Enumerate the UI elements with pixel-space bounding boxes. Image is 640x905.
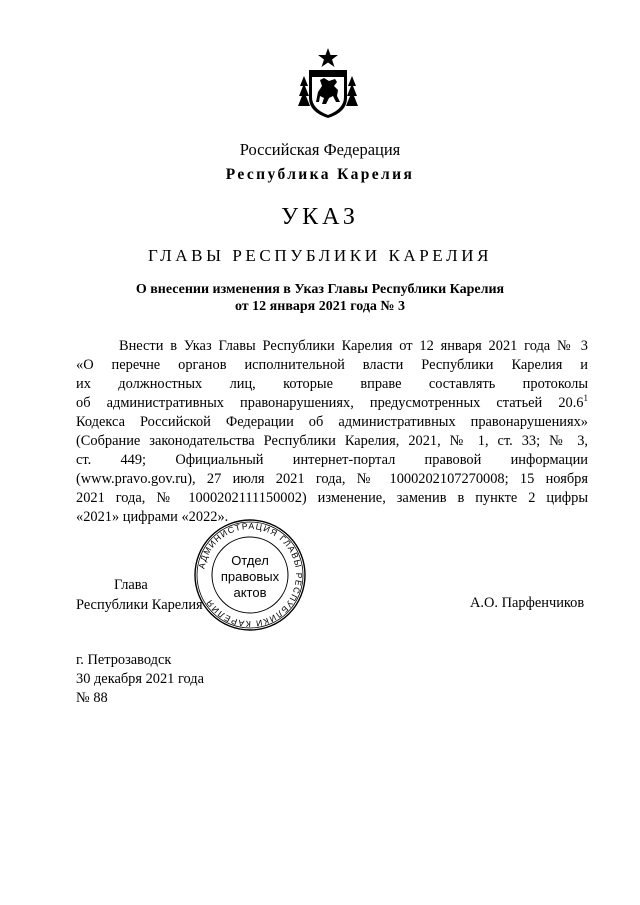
- subject-line-2: от 12 января 2021 года № 3: [234, 299, 405, 314]
- decree-number: № 88: [76, 690, 108, 706]
- body-line: 2021 года, № 1000202111150002) изменение, заменив в пункте 2 цифры: [76, 490, 588, 506]
- document-footer: [76, 651, 204, 708]
- signatory-name: А.О. Парфенчиков: [470, 595, 585, 611]
- karelia-coat-of-arms-icon: [296, 46, 360, 120]
- signatory-title-line-1: Глава: [114, 577, 148, 593]
- stamp-line-1: Отдел: [231, 553, 269, 568]
- stamp-ring-text: АДМИНИСТРАЦИЯ ГЛАВЫ РЕСПУБЛИКИ КАРЕЛИЯ: [196, 520, 305, 630]
- body-line: «О перечне органов исполнительной власти Республики Карелия и: [76, 357, 588, 373]
- body-line: об административных правонарушениях, предусмотренных статьей 20.6$^1$: [76, 393, 588, 411]
- decree-body: [76, 337, 588, 527]
- body-line: (Собрание законодательства Республики Карелия, 2021, № 1, ст. 33; № 3,: [76, 433, 588, 449]
- stamp-line-2: правовых: [220, 569, 280, 584]
- article-superscript: 1: [583, 393, 588, 403]
- body-line: «2021» цифрами «2022».: [76, 509, 229, 525]
- body-line: ст. 449; Официальный интернет-портал правовой информации: [76, 452, 588, 468]
- subject-line-1: О внесении изменения в Указ Главы Республики Карелия: [135, 282, 505, 297]
- official-stamp: [192, 517, 308, 633]
- body-line: Внести в Указ Главы Республики Карелия от 12 января 2021 года № 3: [119, 338, 588, 354]
- body-line: (www.pravo.gov.ru), 27 июля 2021 года, № 1000202107270008; 15 ноября: [76, 471, 588, 487]
- document-subject: [0, 281, 640, 315]
- country-name: Российская Федерация: [239, 140, 401, 159]
- signatory-title-line-2: Республики Карелия: [76, 597, 203, 613]
- document-issuer: ГЛАВЫ РЕСПУБЛИКИ КАРЕЛИЯ: [147, 246, 493, 265]
- body-line: их должностных лиц, которые вправе составлять протоколы: [76, 376, 588, 392]
- stamp-line-3: актов: [233, 585, 267, 600]
- signatory-title: [76, 575, 203, 615]
- document-type: УКАЗ: [281, 204, 359, 230]
- body-line: Кодекса Российской Федерации об административных правонарушениях»: [76, 414, 588, 430]
- issue-city: г. Петрозаводск: [76, 652, 172, 668]
- issue-date: 30 декабря 2021 года: [76, 671, 205, 687]
- republic-name: Республика Карелия: [225, 166, 415, 183]
